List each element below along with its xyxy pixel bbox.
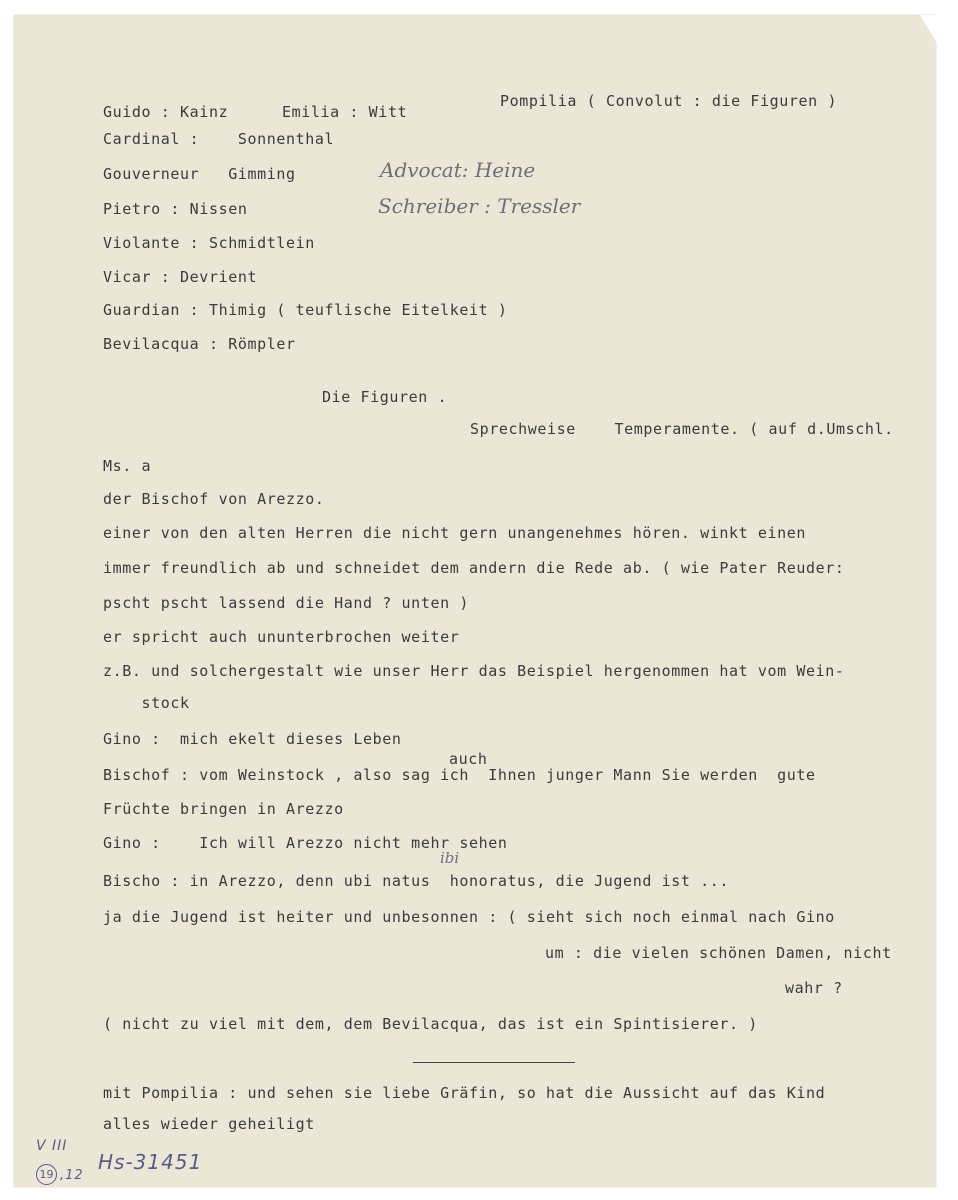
section-divider <box>413 1062 575 1063</box>
section-subtitle: Sprechweise Temperamente. ( auf d.Umschl. <box>470 420 894 438</box>
body-line: der Bischof von Arezzo. <box>103 490 325 508</box>
handwritten-advocat: Advocat: Heine <box>380 158 536 182</box>
folded-corner <box>920 15 938 45</box>
cast-violante: Violante : Schmidtlein <box>103 234 315 252</box>
shelf-mark-suffix: ,12 <box>60 1168 84 1183</box>
cast-guardian: Guardian : Thimig ( teuflische Eitelkeit ) <box>103 301 508 319</box>
body-line: z.B. und solchergestalt wie unser Herr das Beispiel hergenommen hat vom Wein- <box>103 662 845 680</box>
circled-number: 19 <box>36 1164 57 1185</box>
body-line: stock <box>103 694 190 712</box>
body-line: Bischof : vom Weinstock , also sag ich Ihnen junger Mann Sie werden gute <box>103 766 816 784</box>
body-line: einer von den alten Herren die nicht gern unangenehmes hören. winkt einen <box>103 524 807 542</box>
cast-cardinal: Cardinal : Sonnenthal <box>103 130 335 148</box>
body-line: Bischo : in Arezzo, denn ubi natus honoratus, die Jugend ist ... <box>103 872 729 890</box>
body-line: alles wieder geheiligt <box>103 1115 315 1133</box>
body-line: Gino : mich ekelt dieses Leben <box>103 730 402 748</box>
body-line: Gino : Ich will Arezzo nicht mehr sehen <box>103 834 508 852</box>
handwritten-schreiber: Schreiber : Tressler <box>378 194 581 218</box>
body-line: pscht pscht lassend die Hand ? unten ) <box>103 594 469 612</box>
archive-id: Hs-31451 <box>98 1150 203 1174</box>
cast-emilia: Emilia : Witt <box>282 103 408 121</box>
document-heading: Pompilia ( Convolut : die Figuren ) <box>500 92 838 110</box>
body-line: immer freundlich ab und schneidet dem andern die Rede ab. ( wie Pater Reuder: <box>103 559 845 577</box>
interlinear-insertion: ibi <box>440 849 460 867</box>
cast-guido: Guido : Kainz <box>103 103 229 121</box>
cast-pietro: Pietro : Nissen <box>103 200 248 218</box>
body-line: Ms. a <box>103 457 152 475</box>
body-line: um : die vielen schönen Damen, nicht <box>545 944 892 962</box>
body-line: Früchte bringen in Arezzo <box>103 800 344 818</box>
body-line: mit Pompilia : und sehen sie liebe Gräfin, so hat die Aussicht auf das Kind <box>103 1084 826 1102</box>
body-line: ja die Jugend ist heiter und unbesonnen : ( sieht sich noch einmal nach Gino <box>103 908 835 926</box>
cast-gouverneur: Gouverneur Gimming <box>103 165 296 183</box>
cast-bevilacqua: Bevilacqua : Römpler <box>103 335 296 353</box>
section-title: Die Figuren . <box>322 388 448 406</box>
cast-vicar: Vicar : Devrient <box>103 268 258 286</box>
shelf-mark: V III <box>36 1138 68 1154</box>
body-line: er spricht auch ununterbrochen weiter <box>103 628 460 646</box>
body-line: ( nicht zu viel mit dem, dem Bevilacqua, das ist ein Spintisierer. ) <box>103 1015 758 1033</box>
interlinear-insertion: auch <box>449 750 488 768</box>
body-line: wahr ? <box>785 979 843 997</box>
